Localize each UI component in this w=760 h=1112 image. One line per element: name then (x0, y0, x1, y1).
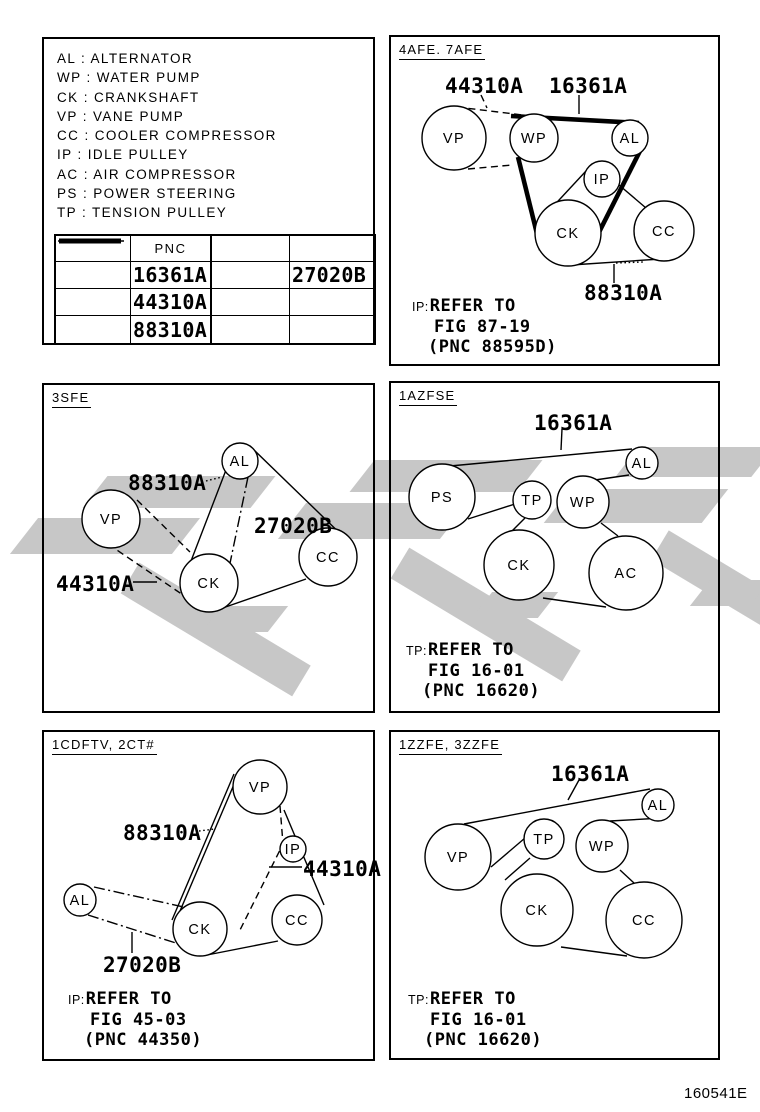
panel-title: 4AFE. 7AFE (399, 42, 485, 60)
pulley-label: WP (569, 495, 597, 511)
pulley-label: CC (316, 550, 340, 566)
panel-title: 1ZZFE, 3ZZFE (399, 737, 502, 755)
pulleys (409, 447, 663, 610)
pulley-label: CC (285, 913, 309, 929)
part-label-88310a: 88310A (584, 281, 663, 305)
part-label-27020b: 27020B (254, 514, 333, 538)
pulley-label: TP (533, 832, 555, 848)
pulley-label: CC (652, 224, 676, 240)
part-label-16361a: 16361A (534, 411, 613, 435)
part-label-16361a: 16361A (549, 74, 628, 98)
pulley-label: VP (99, 512, 123, 528)
line-sample-thick-solid (56, 262, 131, 289)
pulleys (422, 106, 694, 266)
pulley-label: VP (446, 850, 470, 866)
pulley-label: AL (229, 454, 251, 470)
pulley-label: AL (647, 798, 669, 814)
reference-note: IP:REFER TO FIG 87-19 (PNC 88595D) (412, 296, 557, 357)
pnc-value: 44310A (131, 289, 212, 316)
pulley-label: CK (507, 558, 531, 574)
page-code: 160541E (684, 1085, 748, 1102)
line-sample-dash-dot (212, 262, 290, 289)
legend-item: PS : POWER STEERING (57, 186, 237, 202)
panel-3sfe (42, 383, 375, 713)
legend-item: CC : COOLER COMPRESSOR (57, 128, 277, 144)
panel-1cdftv-2ct (42, 730, 382, 1061)
pulley-label: CK (525, 903, 549, 919)
leader-88310a (199, 829, 215, 831)
part-label-16361a: 16361A (551, 762, 630, 786)
pulley-label: CK (188, 922, 212, 938)
pulley-label: WP (588, 839, 616, 855)
leader-88310a (206, 477, 222, 481)
pulley-label: CC (632, 913, 656, 929)
legend-item: TP : TENSION PULLEY (57, 205, 228, 221)
pnc-line-style-table (54, 234, 376, 345)
table-cell (290, 289, 374, 316)
panel-title: 1CDFTV, 2CT# (52, 737, 157, 755)
note-prefix: IP: (68, 993, 85, 1007)
panel-legend (42, 37, 375, 345)
pnc-value: 88310A (131, 316, 212, 343)
table-cell (212, 316, 290, 343)
pulleys (64, 760, 322, 956)
pulley-label: AL (631, 456, 653, 472)
panel-1zzfe-3zzfe (389, 730, 720, 1060)
legend-item: WP : WATER PUMP (57, 70, 201, 86)
part-label-88310a: 88310A (128, 471, 207, 495)
legend-item: AL : ALTERNATOR (57, 51, 194, 66)
note-prefix: TP: (406, 644, 427, 658)
panel-1azfse (389, 381, 720, 713)
part-label-44310a: 44310A (445, 74, 524, 98)
legend-list (57, 49, 277, 223)
line-sample-dashed (56, 289, 131, 316)
pulley-label: VP (442, 131, 466, 147)
pulley-label: TP (521, 493, 543, 509)
legend-item: CK : CRANKSHAFT (57, 89, 200, 105)
pulleys (425, 789, 682, 958)
table-cell (212, 289, 290, 316)
pulley-label: WP (520, 131, 548, 147)
pnc-value: 27020B (290, 262, 374, 289)
part-label-44310a: 44310A (56, 572, 135, 596)
reference-note: TP:REFER TO FIG 16-01 (PNC 16620) (406, 640, 541, 701)
part-label-27020b: 27020B (103, 953, 182, 977)
pulley-label: AL (69, 893, 91, 909)
pulley-label: AC (614, 566, 638, 582)
legend-item: VP : VANE PUMP (57, 108, 185, 124)
panel-4afe-7afe (389, 35, 720, 366)
pnc-column-header: PNC (131, 236, 212, 262)
table-cell (290, 316, 374, 343)
pulley-label: CK (197, 576, 221, 592)
table-cell (212, 236, 290, 262)
pulley-label: AL (619, 131, 641, 147)
part-label-44310a: 44310A (303, 857, 382, 881)
panel-title: 3SFE (52, 390, 91, 408)
note-prefix: IP: (412, 300, 429, 314)
pulley-label: CK (556, 226, 580, 242)
pulley-label: IP (593, 172, 611, 188)
pulley-label: PS (430, 490, 454, 506)
pulley-label: VP (248, 780, 272, 796)
reference-note: TP:REFER TO FIG 16-01 (PNC 16620) (408, 989, 543, 1050)
panel-title: 1AZFSE (399, 388, 457, 406)
line-sample-thin-solid (56, 316, 131, 343)
legend-item: AC : AIR COMPRESSOR (57, 166, 237, 182)
pnc-value: 16361A (131, 262, 212, 289)
pulley-label: IP (284, 842, 302, 858)
note-prefix: TP: (408, 993, 429, 1007)
belt-diagram-3sfe (44, 385, 373, 711)
belt-27020b-lines (88, 887, 188, 944)
legend-item: IP : IDLE PULLEY (57, 147, 189, 163)
part-label-88310a: 88310A (123, 821, 202, 845)
table-cell (290, 236, 374, 262)
reference-note: IP:REFER TO FIG 45-03 (PNC 44350) (68, 989, 203, 1050)
